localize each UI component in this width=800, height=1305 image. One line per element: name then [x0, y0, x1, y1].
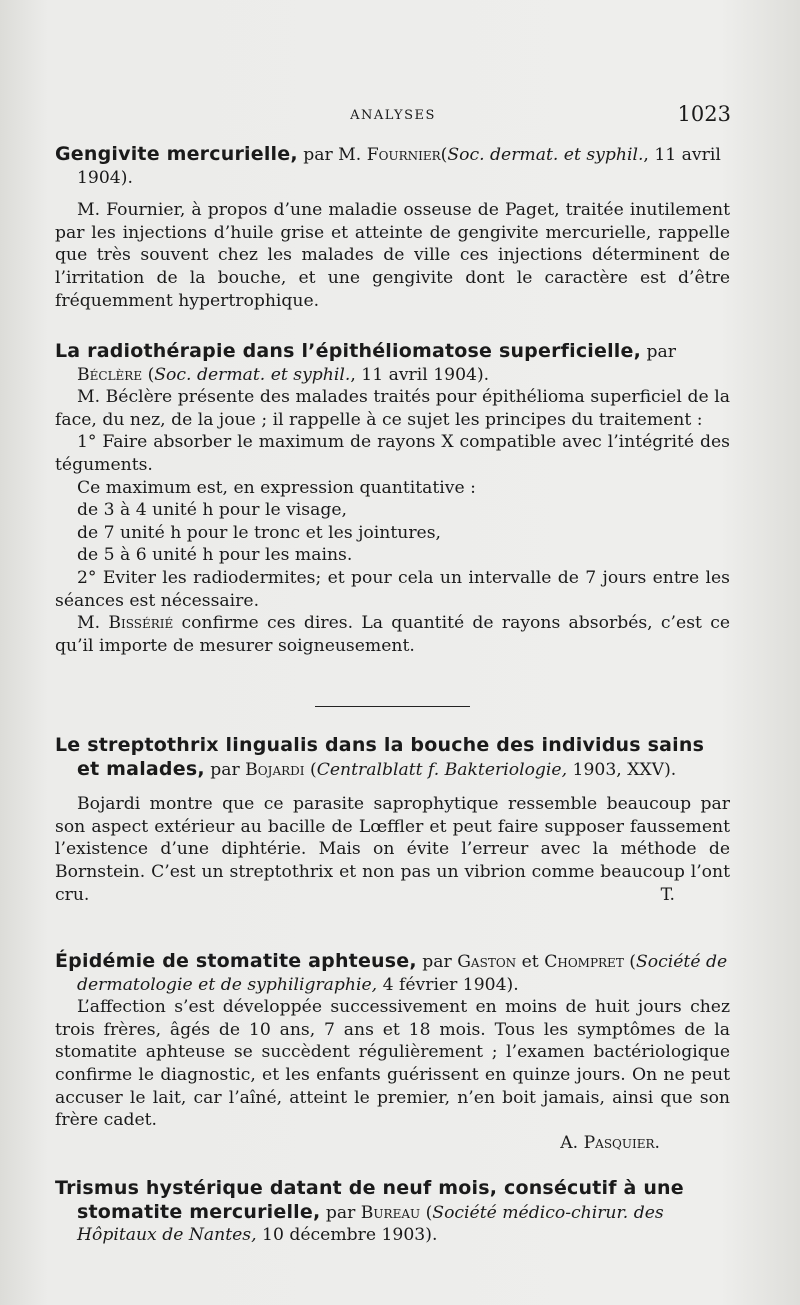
paragraph: M. Béclère présente des malades traités pour épithélioma superficiel de la face, du nez, de la joue ; il rappelle à ce sujet les principes du traitement : [55, 387, 730, 430]
source-date: , 11 avril 1904). [350, 364, 490, 385]
article-heading [55, 340, 730, 386]
article-title: Le streptothrix lingualis dans la bouche des individus sains et malades, [55, 734, 705, 780]
article-gengivite [55, 143, 730, 312]
signature: T. [660, 885, 675, 906]
article-radiotherapie [55, 340, 730, 657]
author-name: Béclère [77, 364, 143, 385]
paragraph-text: confirme ces dires. La quantité de rayons absorbés, c’est ce qu’il importe de mesurer soigneusement. [55, 613, 730, 656]
author-name: Bojardi [245, 759, 305, 780]
source-paren: ( [629, 952, 637, 972]
source-paren: ( [440, 145, 448, 165]
paragraph: Bojardi montre que ce parasite saprophytique ressemble beaucoup par son aspect extérieur au bacille de Lœffler et peut faire supposer faussement l’existence d’une diphtérie. Mais on évite l’erreur avec la méthode de Bornstein. C’est un streptothrix et non pas un vibrion comme beaucoup l’ont cru. [55, 794, 730, 905]
author-name: Bureau [360, 1202, 421, 1223]
dose-line: de 7 unité h pour le tronc et les jointures, [77, 522, 441, 543]
signature-name: Pasquier. [583, 1132, 660, 1153]
section-divider [315, 706, 470, 707]
article-title: La radiothérapie dans l’épithéliomatose superficielle, [55, 340, 642, 362]
source-paren: ( [304, 759, 317, 780]
source-journal: Centralblatt f. Bakteriologie, [316, 759, 568, 780]
article-heading [55, 734, 730, 781]
article-heading [55, 950, 730, 996]
article-title: Trismus hystérique datant de neuf mois, consécutif à une stomatite mercurielle, [55, 1177, 684, 1223]
paragraph-author: M. Fournier, [77, 200, 186, 221]
paragraph-author: Bissérié [108, 613, 174, 634]
paragraph: 1° Faire absorber le maximum de rayons X compatible avec l’intégrité des téguments. [55, 432, 730, 475]
running-head-title: ANALYSES [350, 108, 436, 123]
source-journal: Société de dermatologie et de syphiligraphie, [77, 952, 728, 995]
source-date: 10 décembre 1903). [256, 1225, 438, 1246]
source-date: 1903, XXV). [567, 759, 677, 780]
paragraph-prefix: M. [77, 613, 101, 634]
dose-line: de 3 à 4 unité h pour le visage, [77, 500, 347, 521]
signature [55, 1132, 730, 1155]
article-trismus [55, 1177, 730, 1247]
author-name: Chompret [544, 952, 624, 972]
article-title: Épidémie de stomatite aphteuse, [55, 950, 417, 972]
and-text: et [521, 952, 539, 972]
source-date: 4 février 1904). [377, 974, 519, 995]
article-heading [55, 1177, 730, 1247]
article-heading [55, 143, 730, 189]
author-name: Fournier [366, 145, 441, 165]
article-streptothrix [55, 734, 730, 907]
par-text: par [422, 952, 452, 972]
source-date: , 11 avril 1904). [77, 145, 721, 188]
signature-initial: A. [560, 1132, 579, 1153]
par-text: par [325, 1202, 356, 1223]
paragraph [55, 612, 730, 657]
page-number: 1023 [677, 102, 731, 126]
par-text: par M. [303, 145, 362, 165]
article-title: Gengivite mercurielle, [55, 143, 298, 165]
source-paren: ( [142, 364, 155, 385]
source-paren: ( [420, 1202, 433, 1223]
author-name: Gaston [457, 952, 517, 972]
source-journal: Société médico-chirur. des Hôpitaux de Nantes, [77, 1202, 664, 1246]
par-text: par [210, 759, 240, 780]
paragraph-text: à propos d’une maladie osseuse de Paget, traitée inutilement par les injections d’huile grise et atteinte de gengivite mercurielle, rappelle que très souvent chez les malades de ville ces injections déterminent de l’irritation de la bouche, et une gengivite dont le caractère est d’être fréquemment hypertrophique. [55, 200, 731, 311]
source-journal: Soc. dermat. et syphil. [154, 364, 351, 385]
paragraph [55, 199, 730, 312]
paragraph: Ce maximum est, en expression quantitative : [77, 477, 476, 498]
running-head [55, 102, 731, 132]
par-text: par [646, 342, 676, 362]
dose-line: de 5 à 6 unité h pour les mains. [77, 545, 353, 566]
article-stomatite [55, 950, 730, 1154]
source-journal: Soc. dermat. et syphil. [447, 145, 644, 165]
paragraph: L’affection s’est développée successivement en moins de huit jours chez trois frères, âgés de 10 ans, 7 ans et 18 mois. Tous les symptômes de la stomatite aphteuse se succèdent régulièrement ; l’examen bactériologique confirme le diagnostic, et les enfants guérissent en quinze jours. On ne peut accuser le lait, car l’aîné, atteint le premier, n’en boit jamais, ainsi que son frère cadet. [55, 997, 730, 1131]
paragraph: 2° Eviter les radiodermites; et pour cela un intervalle de 7 jours entre les séances est nécessaire. [55, 567, 730, 611]
